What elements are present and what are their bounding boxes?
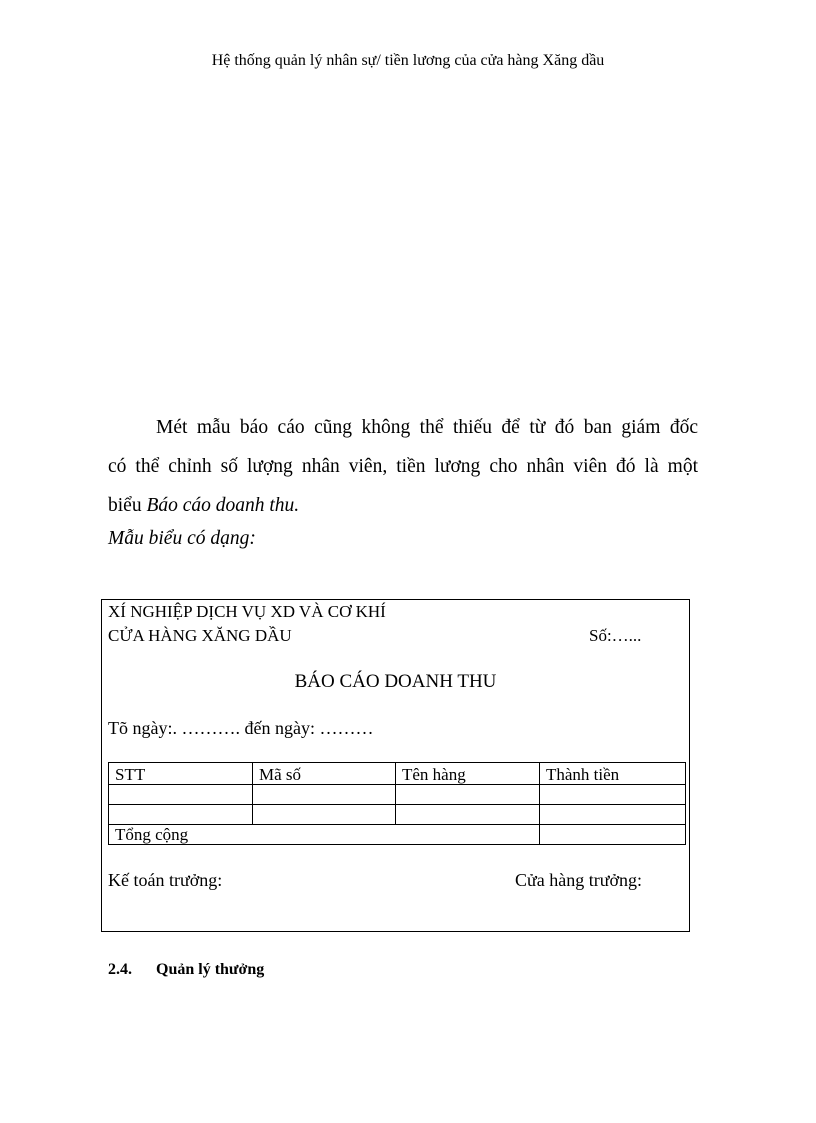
table-cell [253, 805, 396, 825]
column-header-thanh-tien: Thành tiền [540, 763, 686, 785]
table-row [109, 805, 686, 825]
signer-accountant: Kế toán trưởng: [108, 870, 223, 890]
table-row [109, 785, 686, 805]
paragraph-line-3 [108, 486, 698, 525]
table-cell [253, 785, 396, 805]
total-label: Tổng cộng [109, 825, 540, 845]
document-number: Số:…... [589, 626, 642, 645]
org-name: XÍ NGHIỆP DỊCH VỤ XD VÀ CƠ KHÍ [108, 602, 386, 621]
table-cell [109, 805, 253, 825]
signer-store-manager: Cửa hàng trưởng: [515, 870, 643, 890]
column-header-ma-so: Mã số [253, 763, 396, 785]
column-header-stt: STT [109, 763, 253, 785]
section-number: 2.4. [108, 961, 132, 978]
paragraph-line-1: Mét mẫu báo cáo cũng không thể thiếu để từ đó ban giám đốc [156, 417, 698, 438]
report-form [101, 599, 690, 932]
table-header-row [109, 763, 686, 785]
section-heading [108, 961, 264, 979]
table-cell [396, 805, 540, 825]
body-paragraph [108, 408, 698, 525]
report-name-emphasis: Báo cáo doanh thu. [146, 495, 300, 516]
form-title: BÁO CÁO DOANH THU [294, 671, 497, 692]
column-header-ten-hang: Tên hàng [396, 763, 540, 785]
table-total-row [109, 825, 686, 845]
table-cell [540, 805, 686, 825]
total-value [540, 825, 686, 845]
table-cell [109, 785, 253, 805]
page-header: Hệ thống quản lý nhân sự/ tiền lương của cửa hàng Xăng dầu [211, 52, 605, 69]
store-name: CỬA HÀNG XĂNG DẦU [108, 626, 292, 645]
paragraph-line-3-prefix: biểu [108, 495, 147, 516]
date-range: Tõ ngày:. ………. đến ngày: ……… [108, 718, 374, 738]
revenue-table [108, 762, 686, 845]
table-cell [396, 785, 540, 805]
table-cell [540, 785, 686, 805]
paragraph-line-2: có thể chỉnh số lượng nhân viên, tiền lương cho nhân viên đó là một [108, 456, 698, 477]
sample-label: Mẫu biểu có dạng: [108, 528, 256, 549]
section-title: Quản lý thưởng [156, 961, 265, 978]
